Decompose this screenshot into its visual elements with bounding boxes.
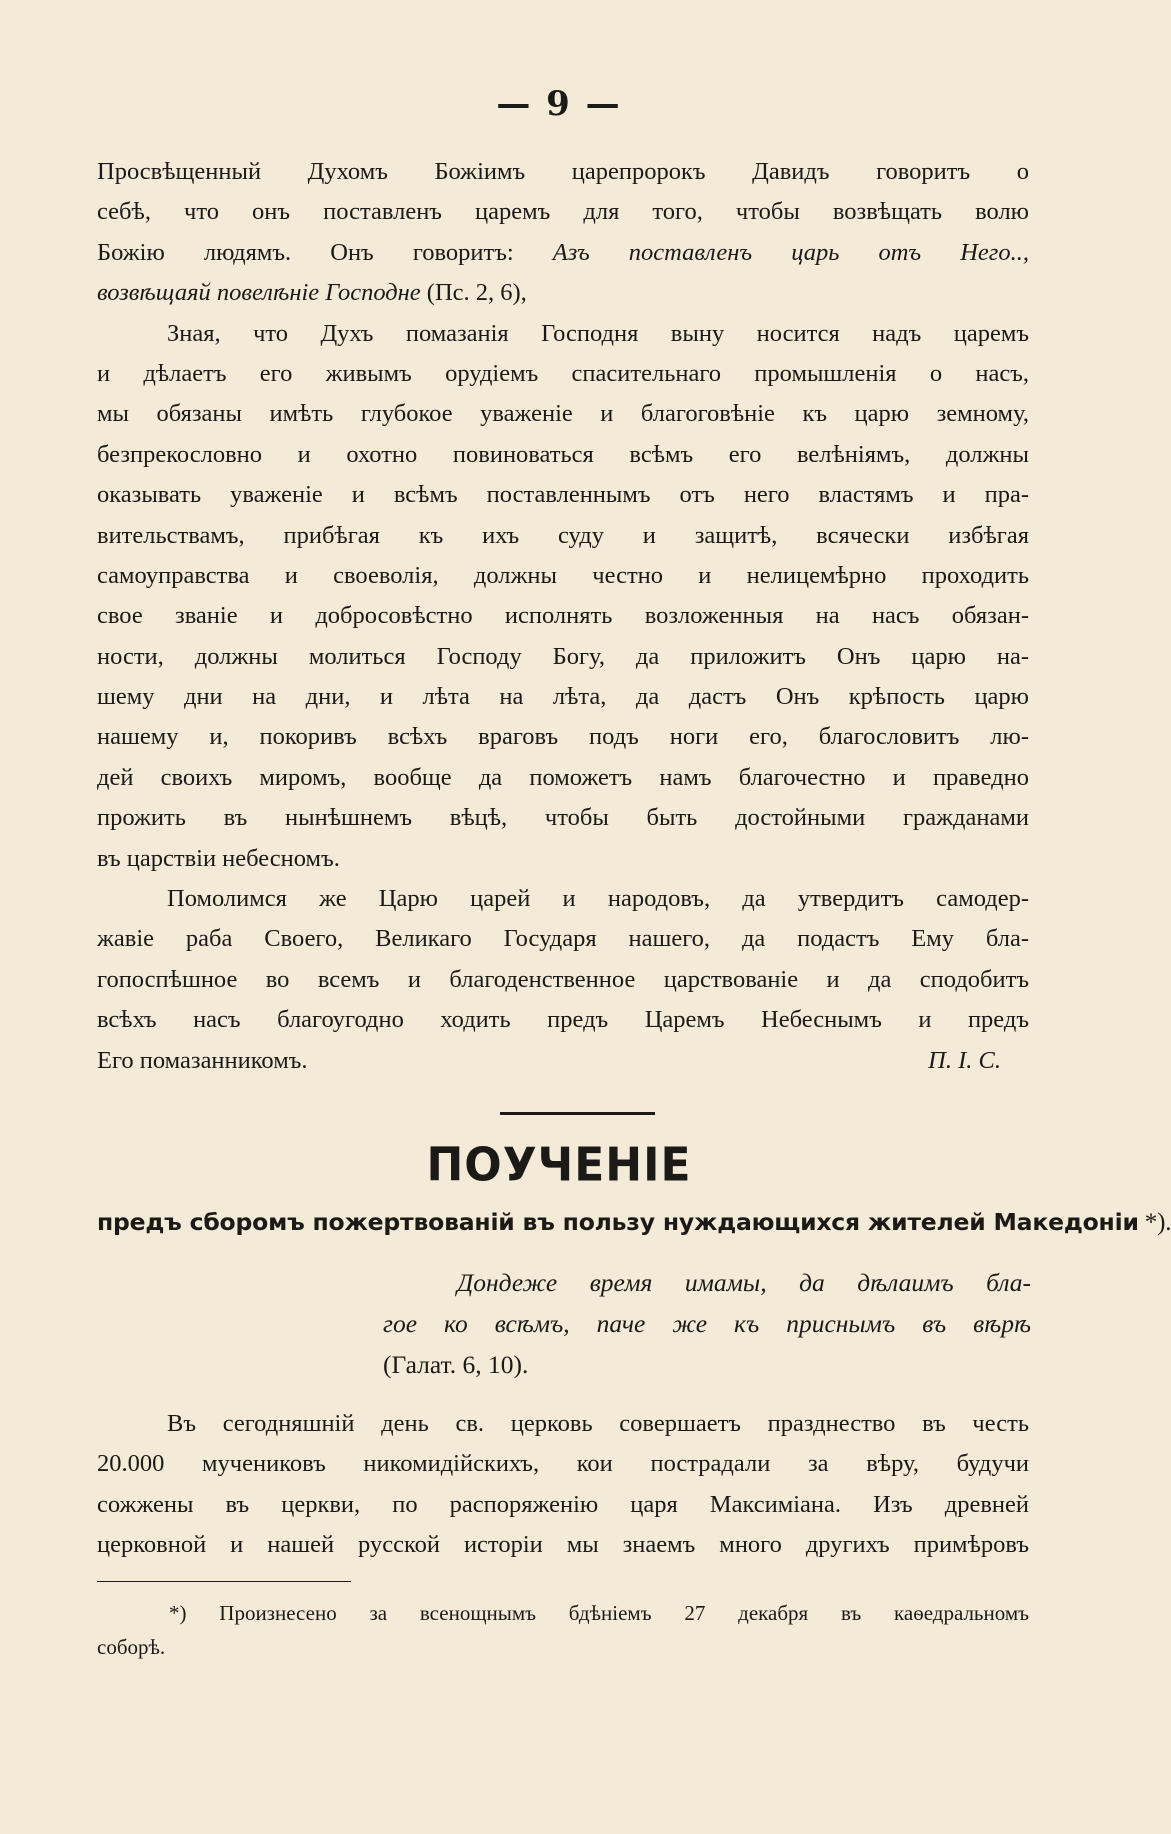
text-line (97, 435, 1029, 475)
text-line (97, 839, 1029, 879)
text-line (97, 314, 1029, 354)
text-line (97, 152, 1029, 192)
text-run: самоуправства и своеволія, должны честно и нелицемѣрно проходить (97, 561, 1029, 589)
text-run: церковной и нашей русской исторіи мы знаемъ много другихъ примѣровъ (97, 1531, 1029, 1559)
text-run: нашему и, покоривъ всѣхъ враговъ подъ ноги его, благословитъ лю- (97, 723, 1029, 751)
sermon-subtitle (97, 1208, 1171, 1237)
text-run: Зная, что Духъ помазанія Господня выну носится надъ царемъ (167, 319, 1029, 347)
text-run: жавіе раба Своего, Великаго Государя нашего, да подастъ Ему бла- (97, 925, 1029, 953)
text-line (97, 394, 1029, 434)
epigraph-reference: (Галат. 6, 10). (383, 1350, 529, 1379)
text-line (97, 717, 1029, 757)
footnote (97, 1596, 1029, 1664)
text-run: мы обязаны имѣть глубокое уваженіе и благоговѣніе къ царю земному, (97, 400, 1029, 428)
text-line (97, 960, 1029, 1000)
text-line (97, 798, 1029, 838)
text-run: себѣ, что онъ поставленъ царемъ для того, чтобы возвѣщать волю (97, 198, 1029, 226)
italic-quote: Азъ поставленъ царь отъ Него.., (552, 238, 1029, 266)
text-line (97, 1444, 1029, 1484)
epigraph-line: гое ко всѣмъ, паче же къ приснымъ въ вѣрѣ (383, 1309, 1031, 1338)
text-run: безпрекословно и охотно повиноваться всѣмъ его велѣніямъ, должны (97, 440, 1029, 468)
text-line (97, 233, 1029, 273)
text-run: шему дни на дни, и лѣта на лѣта, да дастъ Онъ крѣпость царю (97, 683, 1029, 711)
text-line (97, 475, 1029, 515)
section-2-text (97, 1404, 1029, 1566)
closing-line (97, 1041, 1029, 1081)
sermon-subtitle-text: предъ сборомъ пожертвованій въ пользу нуждающихся жителей Македоніи (97, 1208, 1139, 1236)
sermon-title: ПОУЧЕНІЕ (426, 1138, 692, 1193)
footnote-line: *) Произнесено за всенощнымъ бдѣніемъ 27 декабря въ каѳедральномъ (169, 1601, 1029, 1625)
text-run: Въ сегодняшній день св. церковь совершаетъ празднество въ честь (167, 1410, 1029, 1437)
text-run: и дѣлаетъ его живымъ орудіемъ спасительнаго промышленія о насъ, (97, 359, 1029, 387)
text-run: (Пс. 2, 6), (420, 279, 527, 307)
text-line (97, 516, 1029, 556)
section-divider (500, 1112, 655, 1115)
text-line (97, 1000, 1029, 1040)
footnote-marker[interactable]: *). (1138, 1209, 1171, 1236)
text-run: гопоспѣшное во всемъ и благоденственное царствованіе и да сподобитъ (97, 965, 1029, 993)
text-line (97, 192, 1029, 232)
author-signature: П. І. С. (928, 1046, 1001, 1074)
page-number: — 9 — (496, 84, 622, 124)
text-run: въ царствіи небесномъ. (97, 844, 340, 872)
text-run: дей своихъ миромъ, вообще да поможетъ намъ благочестно и праведно (97, 763, 1029, 791)
text-line (97, 273, 1029, 313)
text-run: свое званіе и добросовѣстно исполнять возложенныя на насъ обязан- (97, 602, 1029, 630)
text-line (97, 879, 1029, 919)
text-line (97, 1485, 1029, 1525)
text-run: Божію людямъ. Онъ говоритъ: (97, 238, 553, 266)
text-line (97, 556, 1029, 596)
text-line (97, 758, 1029, 798)
text-run: вительствамъ, прибѣгая къ ихъ суду и защитѣ, всячески избѣгая (97, 521, 1029, 549)
closing-text: Его помазанникомъ. (97, 1046, 308, 1074)
text-run: прожить въ нынѣшнемъ вѣцѣ, чтобы быть достойными гражданами (97, 804, 1029, 832)
italic-quote: возвѣщаяй повелѣніе Господне (97, 279, 421, 307)
text-run: сожжены въ церкви, по распоряженію царя Максиміана. Изъ древней (97, 1490, 1029, 1518)
text-line (97, 677, 1029, 717)
text-run: Помолимся же Царю царей и народовъ, да утвердитъ самодер- (167, 885, 1029, 913)
text-line (97, 919, 1029, 959)
text-line (97, 637, 1029, 677)
section-1-text (97, 152, 1029, 1081)
text-line (97, 354, 1029, 394)
footnote-line: соборѣ. (97, 1635, 166, 1659)
text-run: ности, должны молиться Господу Богу, да приложитъ Онъ царю на- (97, 642, 1029, 670)
text-line (97, 1404, 1029, 1444)
footnote-rule (97, 1581, 351, 1582)
epigraph (383, 1262, 1031, 1385)
epigraph-line: Дондеже время имамы, да дѣлаимъ бла- (457, 1268, 1031, 1297)
text-run: оказывать уваженіе и всѣмъ поставленнымъ отъ него властямъ и пра- (97, 481, 1029, 509)
text-run: Просвѣщенный Духомъ Божіимъ царепророкъ Давидъ говоритъ о (97, 158, 1029, 185)
text-run: 20.000 мучениковъ никомидійскихъ, кои пострадали за вѣру, будучи (97, 1450, 1029, 1478)
text-run: всѣхъ насъ благоугодно ходить предъ Царемъ Небеснымъ и предъ (97, 1006, 1029, 1034)
text-line (97, 596, 1029, 636)
text-line (97, 1525, 1029, 1565)
